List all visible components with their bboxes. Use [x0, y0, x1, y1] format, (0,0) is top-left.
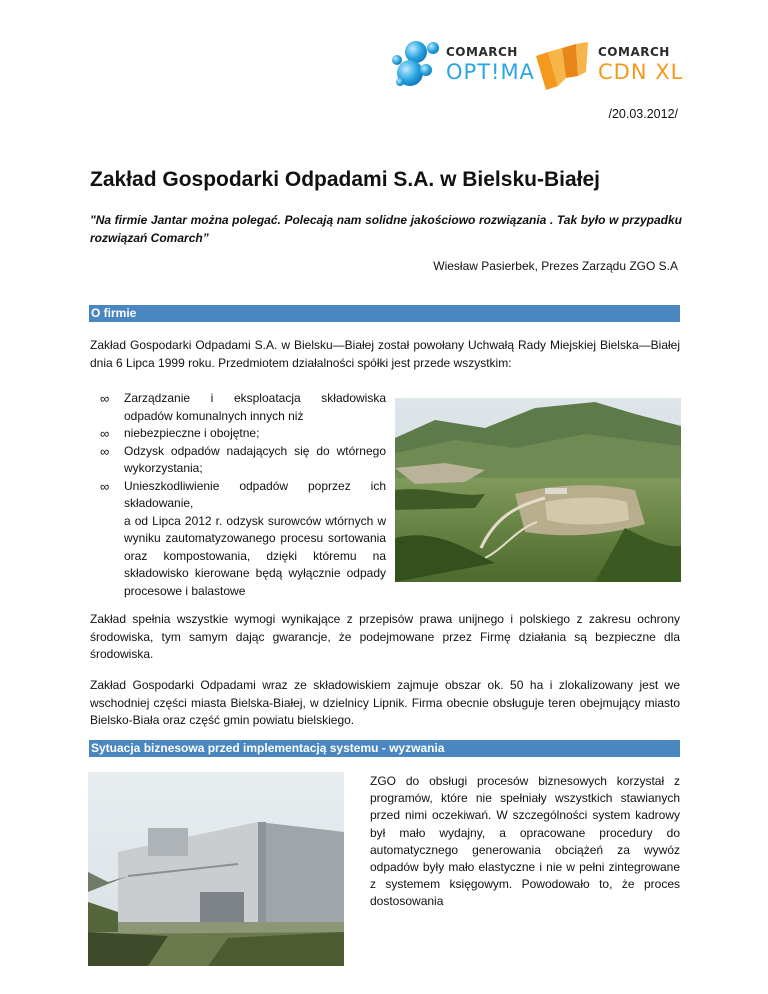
list-item-text: Unieszkodliwienie odpadów poprzez ich składowanie, — [124, 478, 386, 510]
quote-author: Wiesław Pasierbek, Prezes Zarządu ZGO S.A — [433, 259, 678, 273]
intro-paragraph: Zakład Gospodarki Odpadami S.A. w Bielsku—Białej został powołany Uchwałą Rady Miejskiej Bielska—Białej dnia 6 Lipca 1999 roku. Przedmiotem działalności spółki jest przede wszystkim: — [90, 338, 680, 370]
infinity-bullet-icon: ∞ — [100, 478, 110, 494]
list-item-text: niebezpieczne i obojętne; — [124, 426, 260, 440]
list-item-text: Zarządzanie i eksploatacja składowiska odpadów komunalnych innych niż — [124, 391, 386, 423]
comarch-optima-logo — [388, 38, 538, 94]
infinity-bullet-icon: ∞ — [100, 443, 110, 459]
section-heading-business-situation: Sytuacja biznesowa przed implementacją systemu - wyzwania — [89, 740, 680, 757]
list-item-text: Odzysk odpadów nadających się do wtórnego wykorzystania; — [124, 443, 386, 475]
activity-bullet-list — [100, 390, 386, 600]
list-continuation-text: a od Lipca 2012 r. odzysk surowców wtórnych w wyniku zautomatyzowanego procesu sortowania oraz kompostowania, dzięki któremu na składowisko kierowane będą wyłącznie odpady procesowe i balastowe — [124, 513, 386, 598]
section-heading-o-firmie: O firmie — [89, 305, 680, 322]
plant-building-image — [88, 772, 344, 966]
optima-brand-text: COMARCH — [446, 45, 518, 59]
list-item — [100, 425, 386, 443]
location-paragraph: Zakład Gospodarki Odpadami wraz ze składowiskiem zajmuje obszar ok. 50 ha i zlokalizowany jest we wschodniej części miasta Bielska-Białej, w dzielnicy Lipnik. Firma obecnie obsługuje teren obejmujący miasto Bielsko-Biała oraz część gmin powiatu bielskiego. — [90, 678, 680, 727]
cdn-brand-text: COMARCH — [598, 45, 670, 59]
landfill-landscape-image — [395, 398, 681, 582]
sorting-plant-photo — [88, 772, 344, 966]
comarch-cdn-xl-logo — [532, 38, 692, 94]
cdn-product-text: CDN XL — [598, 60, 684, 84]
list-item — [100, 390, 386, 425]
cdn-folded-ribbon-icon — [532, 38, 592, 94]
testimonial-quote: "Na firmie Jantar można polegać. Polecają nam solidne jakościowo rozwiązania . Tak było w przypadku rozwiązań Comarch” — [90, 213, 682, 245]
document-date: /20.03.2012/ — [608, 107, 678, 121]
business-situation-paragraph: ZGO do obsługi procesów biznesowych korzystał z programów, które nie spełniały wszystkich stawianych przed nimi oczekiwań. W szczególności system kadrowy był mało wydajny, a opracowane procedury do automatycznego generowania obciążeń za wywóz odpadów były mało elastyczne i nie w pełni zintegrowane z systemem księgowym. Powodowało to, że proces dostosowania — [370, 774, 680, 909]
list-item — [100, 443, 386, 478]
optima-product-text: OPT!MA — [446, 60, 535, 84]
infinity-bullet-icon: ∞ — [100, 426, 110, 441]
list-item — [100, 478, 386, 513]
landfill-aerial-photo — [395, 398, 681, 582]
infinity-bullet-icon: ∞ — [100, 391, 110, 406]
environment-paragraph: Zakład spełnia wszystkie wymogi wynikające z przepisów prawa unijnego i polskiego z zakresu ochrony środowiska, tym samym dając gwarancje, że podejmowane przez Firmę działania są bezpieczne dla środowiska. — [90, 612, 680, 661]
page-title: Zakład Gospodarki Odpadami S.A. w Bielsku-Białej — [90, 168, 600, 191]
